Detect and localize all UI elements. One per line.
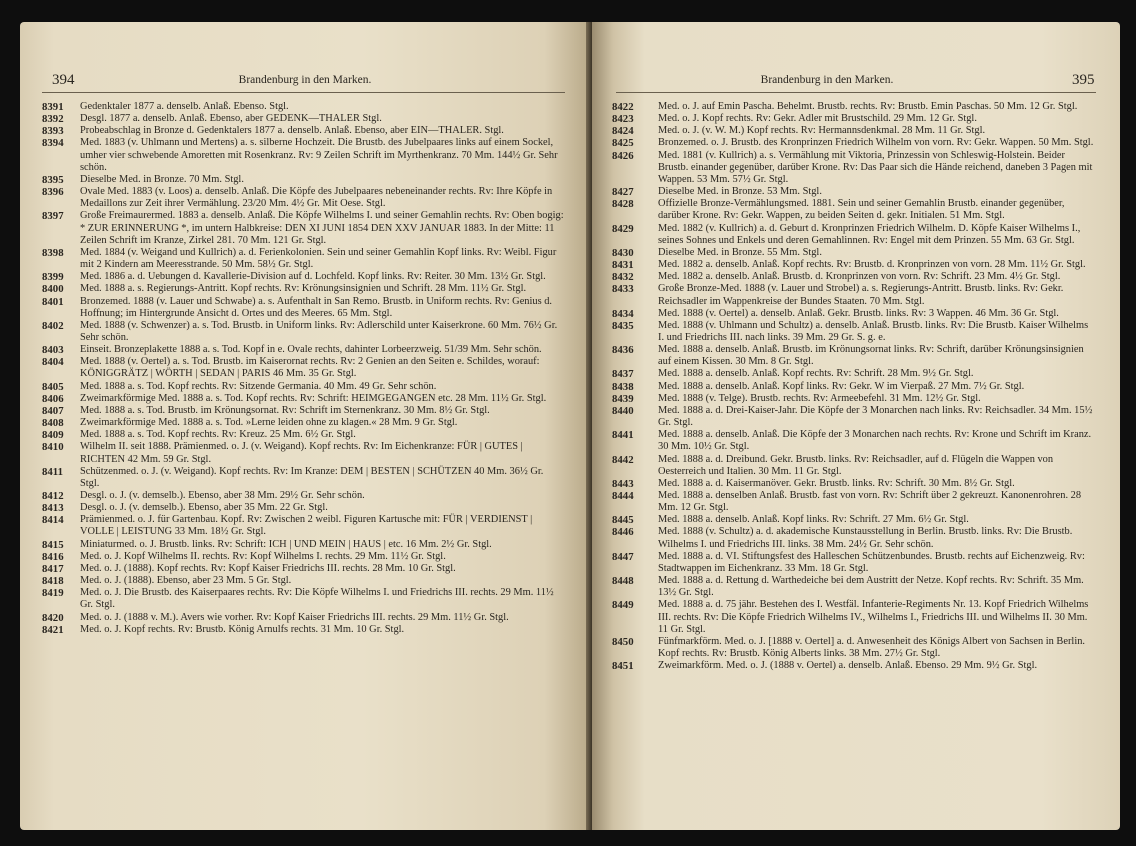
- catalog-entry: [42, 381, 565, 393]
- catalog-entry: [42, 441, 565, 465]
- entry-text: Desgl. 1877 a. denselb. Anlaß. Ebenso, aber GEDENK—THALER Stgl.: [80, 113, 382, 125]
- entry-text: Med. o. J. (1888). Kopf rechts. Rv: Kopf Kaiser Friedrichs III. rechts. 28 Mm. 10 Gr. Stgl.: [80, 562, 456, 574]
- entry-number: 8419: [42, 587, 64, 600]
- catalog-entry: [612, 404, 1096, 429]
- entry-number: 8438: [612, 380, 634, 393]
- catalog-entry: [612, 526, 1096, 550]
- entry-number: 8401: [42, 295, 64, 308]
- entry-number: 8451: [612, 660, 634, 673]
- catalog-entry: [42, 429, 565, 441]
- entry-text: Med. 1884 (v. Weigand und Kullrich) a. d. Ferienkolonien. Sein und seiner Gemahlin Kopf links. Rv: Weibl. Figur mit 2 Kindern am Meeresstrande. 50 Mm. 58½ Gr. Stgl.: [80, 246, 557, 271]
- entry-text: Med. 1888 (v. Schwenzer) a. s. Tod. Brustb. in Uniform links. Rv: Adlerschild unter Kaiserkrone. 60 Mm. 76½ Gr. Sehr schön.: [80, 319, 558, 343]
- catalog-entry: [612, 149, 1096, 186]
- entry-number: 8391: [42, 101, 64, 113]
- entry-number: 8415: [42, 538, 64, 551]
- entry-text: Bronzemed. 1888 (v. Lauer und Schwabe) a. s. Aufenthalt in San Remo. Brustb. in Uniform rechts. Rv: Genius d. Hoffnung; im Hintergrunde Ansicht d. Ortes und des Meeres. 65 Mm. Stgl.: [80, 295, 553, 319]
- entry-text: Med. o. J. (1888). Ebenso, aber 23 Mm. 5 Gr. Stgl.: [80, 575, 292, 587]
- entry-number: 8416: [42, 550, 64, 563]
- catalog-entry: [42, 514, 565, 538]
- entry-number: 8426: [612, 149, 634, 162]
- entry-number: 8449: [612, 599, 634, 612]
- catalog-entry: [612, 271, 1096, 284]
- entry-number: 8443: [612, 477, 634, 490]
- catalog-entry: [612, 137, 1096, 150]
- entry-text: Ovale Med. 1883 (v. Loos) a. denselb. Anlaß. Die Köpfe des Jubelpaares nebeneinander rechts. Rv: Ihre Köpfe in Medaillons zur Zeit ihrer Vermählung. 23/20 Mm. 4½ Gr. Mit Oese. Stgl.: [80, 186, 553, 210]
- entry-number: 8393: [42, 125, 64, 138]
- catalog-entry: [612, 246, 1096, 259]
- entry-number: 8420: [42, 611, 64, 624]
- entry-text: Med. 1888 a. denselb. Anlaß. Kopf links. Rv: Gekr. W im Vierpaß. 27 Mm. 7½ Gr. Stgl.: [658, 380, 1025, 392]
- catalog-entry: [612, 344, 1096, 368]
- entry-text: Med. 1888 a. denselb. Anlaß. Brustb. im Krönungsornat links. Rv: Schrift, darüber Krönungsinsignien auf einem Kissen. 30 Mm. 8 Gr. Stgl.: [658, 344, 1084, 368]
- catalog-entry: [612, 490, 1096, 514]
- page-header: Brandenburg in den Marken.: [238, 74, 372, 86]
- entry-number: 8450: [612, 635, 634, 648]
- right-page: [592, 22, 1120, 830]
- catalog-entry: [612, 453, 1096, 478]
- entry-number: 8396: [42, 186, 64, 199]
- entry-number: 8394: [42, 137, 64, 150]
- entry-text: Med. 1888 a. d. Dreibund. Gekr. Brustb. links. Rv: Reichsadler, auf d. Flügeln die Wappen von Oesterreich und Italien. 30 Mm. 11 Gr. Stgl.: [658, 453, 1054, 477]
- catalog-entry: [42, 539, 565, 551]
- catalog-entry: [612, 368, 1096, 381]
- entry-text: Med. 1882 (v. Kullrich) a. d. Geburt d. Kronprinzen Friedrich Wilhelm. D. Köpfe Kaiser Wilhelms I., seines Sohnes und Enkels und deren Gemahlinnen. Rv: Engel mit dem Prinzen. 55 Mm. 63 Gr. Stgl.: [658, 222, 1081, 246]
- entry-text: Med. o. J. Kopf Wilhelms II. rechts. Rv: Kopf Wilhelms I. rechts. 29 Mm. 11½ Gr. Stgl.: [80, 550, 446, 562]
- entry-text: Med. 1888 a. d. Rettung d. Warthedeiche bei dem Austritt der Netze. Kopf rechts. Rv: Schrift. 35 Mm. 13½ Gr. Stgl.: [658, 575, 1084, 599]
- entry-text: Miniaturmed. o. J. Brustb. links. Rv: Schrift: ICH | UND MEIN | HAUS | etc. 16 Mm. 2½ Gr. Stgl.: [80, 538, 492, 550]
- entry-text: Bronzemed. o. J. Brustb. des Kronprinzen Friedrich Wilhelm von vorn. Rv: Gekr. Wappen. 50 Mm. Stgl.: [658, 137, 1094, 149]
- header-rule: [616, 92, 1096, 93]
- entry-number: 8447: [612, 550, 634, 563]
- entry-text: Med. 1886 a. d. Uebungen d. Kavallerie-Division auf d. Lochfeld. Kopf links. Rv: Reiter. 30 Mm. 13½ Gr. Stgl.: [80, 271, 546, 283]
- catalog-entry: [42, 356, 565, 380]
- entry-number: 8445: [612, 514, 634, 527]
- entry-number: 8411: [42, 465, 63, 478]
- entry-text: Desgl. o. J. (v. demselb.). Ebenso, aber 35 Mm. 22 Gr. Stgl.: [80, 502, 328, 514]
- catalog-entry: [42, 563, 565, 575]
- entry-text: Med. o. J. (1888 v. M.). Avers wie vorher. Rv: Kopf Kaiser Friedrichs III. rechts. 29 Mm. 11½ Gr. Stgl.: [80, 611, 509, 623]
- entry-text: Offizielle Bronze-Vermählungsmed. 1881. Sein und seiner Gemahlin Brustb. einander gegenüber, darüber Krone. Rv: Gekr. Wappen, zu beiden Seiten d. gekr. Initialen. 51 Mm. Stgl.: [658, 198, 1065, 222]
- entry-number: 8439: [612, 392, 634, 405]
- header-rule: [42, 92, 565, 93]
- catalog-entry: [42, 137, 565, 173]
- catalog-entry: [42, 271, 565, 283]
- catalog-entry: [612, 259, 1096, 272]
- catalog-entry: [42, 405, 565, 417]
- entry-list: [42, 101, 565, 636]
- entry-text: Med. 1888 a. denselb. Anlaß. Kopf rechts. Rv: Schrift. 28 Mm. 9½ Gr. Stgl.: [658, 368, 974, 380]
- catalog-entry: [42, 502, 565, 514]
- catalog-entry: [612, 660, 1096, 673]
- entry-number: 8404: [42, 356, 64, 369]
- catalog-entry: [612, 550, 1096, 575]
- entry-number: 8397: [42, 210, 64, 223]
- entry-text: Große Freimaurermed. 1883 a. denselb. Anlaß. Die Köpfe Wilhelms I. und seiner Gemahlin rechts. Rv: Oben bogig: * ZUR ERINNERUNG *, im untern Halbkreise: DEN XI JUNI 1854 DEN XXV JANUAR 1883. In der Mitte: 11 Zeilen Schrift im Kranze, Zirkel 281. 70 Mm. 121 Gr. Stgl.: [80, 210, 564, 246]
- entry-text: Med. o. J. Kopf rechts. Rv: Brustb. König Arnulfs rechts. 31 Mm. 10 Gr. Stgl.: [80, 623, 405, 635]
- entry-text: Med. 1888 (v. Oertel) a. s. Tod. Brustb. im Kaiserornat rechts. Rv: 2 Genien an den Seiten e. Schildes, worauf: KÖNIGGRÄTZ | WÖRTH | SEDAN | PARIS 46 Mm. 35 Gr. Stgl.: [80, 356, 540, 380]
- entry-text: Med. 1888 a. d. 75 jähr. Bestehen des I. Westfäl. Infanterie-Regiments Nr. 13. Kopf Friedrich Wilhelms III. rechts. Rv: Die Köpfe Friedrich Wilhelms IV., Wilhelms I., Friedrichs III. und Wilhelms II. 30 Mm. 11 Gr. Stgl.: [658, 599, 1089, 635]
- entry-number: 8424: [612, 125, 634, 138]
- catalog-entry: [42, 186, 565, 210]
- page-number: 395: [1072, 72, 1095, 88]
- entry-number: 8427: [612, 186, 634, 199]
- entry-text: Med. 1883 (v. Uhlmann und Mertens) a. s. silberne Hochzeit. Die Brustb. des Jubelpaares links auf einem Sockel, umher vier schwebende Amoretten mit Rosenkranz. Rv: 9 Zeilen Schrift im Myrthenkranz. 70 Mm. 144½ Gr. Sehr schön.: [80, 137, 558, 173]
- catalog-entry: [42, 210, 565, 246]
- catalog-entry: [42, 466, 565, 490]
- entry-number: 8408: [42, 417, 64, 430]
- entry-text: Med. 1888 a. s. Tod. Brustb. im Krönungsornat. Rv: Schrift im Sternenkranz. 30 Mm. 8½ Gr. Stgl.: [80, 404, 490, 416]
- entry-text: Dieselbe Med. in Bronze. 55 Mm. Stgl.: [658, 246, 822, 258]
- catalog-entry: [42, 101, 565, 113]
- catalog-entry: [42, 393, 565, 405]
- catalog-entry: [42, 417, 565, 429]
- entry-text: Wilhelm II. seit 1888. Prämienmed. o. J. (v. Weigand). Kopf rechts. Rv: Im Eichenkranze: FÜR | GUTES | RICHTEN 42 Mm. 59 Gr. Stgl.: [80, 441, 523, 465]
- entry-number: 8429: [612, 222, 634, 235]
- entry-number: 8418: [42, 575, 64, 588]
- entry-number: 8433: [612, 283, 634, 296]
- entry-text: Med. 1888 a. denselb. Anlaß. Die Köpfe der 3 Monarchen nach rechts. Rv: Krone und Schrift im Kranz. 30 Mm. 10½ Gr. Stgl.: [658, 429, 1092, 453]
- entry-number: 8414: [42, 514, 64, 527]
- entry-text: Med. 1888 a. s. Tod. Kopf rechts. Rv: Kreuz. 25 Mm. 6½ Gr. Stgl.: [80, 429, 356, 441]
- catalog-entry: [42, 296, 565, 320]
- entry-text: Med. o. J. Die Brustb. des Kaiserpaares rechts. Rv: Die Köpfe Wilhelms I. und Friedrichs III. rechts. 29 Mm. 11½ Gr. Stgl.: [80, 587, 554, 611]
- entry-number: 8423: [612, 113, 634, 126]
- entry-text: Zweimarkförmige Med. 1888 a. s. Tod. Kopf rechts. Rv: Schrift: HEIMGEGANGEN etc. 28 Mm. 11½ Gr. Stgl.: [80, 392, 547, 404]
- catalog-entry: [612, 113, 1096, 126]
- catalog-entry: [42, 113, 565, 125]
- entry-number: 8440: [612, 404, 634, 417]
- entry-text: Schützenmed. o. J. (v. Weigand). Kopf rechts. Rv: Im Kranze: DEM | BESTEN | SCHÜTZEN 40 Mm. 36½ Gr. Stgl.: [80, 465, 544, 489]
- entry-number: 8417: [42, 562, 64, 575]
- entry-text: Einseit. Bronzeplakette 1888 a. s. Tod. Kopf in e. Ovale rechts, dahinter Lorbeerzweig. 51/39 Mm. Sehr schön.: [80, 344, 542, 356]
- catalog-entry: [612, 380, 1096, 393]
- entry-text: Med. 1888 a. denselben Anlaß. Brustb. fast von vorn. Rv: Schrift über 2 gekreuzt. Kanonenrohren. 28 Mm. 12 Gr. Stgl.: [658, 490, 1082, 514]
- entry-text: Zweimarkförm. Med. o. J. (1888 v. Oertel) a. denselb. Anlaß. Ebenso. 29 Mm. 9½ Gr. Stgl.: [658, 660, 1038, 672]
- catalog-entry: [42, 575, 565, 587]
- entry-number: 8434: [612, 307, 634, 320]
- catalog-entry: [612, 125, 1096, 138]
- entry-text: Desgl. o. J. (v. demselb.). Ebenso, aber 38 Mm. 29½ Gr. Sehr schön.: [80, 490, 365, 501]
- entry-number: 8437: [612, 368, 634, 381]
- entry-number: 8406: [42, 392, 64, 405]
- entry-text: Med. 1888 a. denselb. Anlaß. Kopf links. Rv: Schrift. 27 Mm. 6½ Gr. Stgl.: [658, 514, 969, 526]
- catalog-entry: [612, 283, 1096, 307]
- entry-number: 8446: [612, 526, 634, 539]
- catalog-entry: [42, 612, 565, 624]
- entry-text: Med. o. J. (v. W. M.) Kopf rechts. Rv: Hermannsdenkmal. 28 Mm. 11 Gr. Stgl.: [658, 125, 986, 137]
- entry-text: Med. 1888 a. d. Kaisermanöver. Gekr. Brustb. links. Rv: Schrift. 30 Mm. 8½ Gr. Stgl.: [658, 477, 1015, 489]
- catalog-entry: [612, 186, 1096, 199]
- entry-number: 8402: [42, 319, 64, 332]
- entry-number: 8421: [42, 623, 64, 636]
- page-header: Brandenburg in den Marken.: [760, 74, 894, 86]
- entry-number: 8405: [42, 380, 64, 393]
- entry-number: 8442: [612, 453, 634, 466]
- catalog-entry: [612, 319, 1096, 344]
- left-page: [20, 22, 590, 830]
- catalog-entry: [612, 307, 1096, 320]
- entry-number: 8399: [42, 271, 64, 284]
- catalog-entry: [612, 101, 1096, 113]
- entry-text: Med. 1888 (v. Oertel) a. denselb. Anlaß. Gekr. Brustb. links. Rv: 3 Wappen. 46 Mm. 36 Gr. Stgl.: [658, 307, 1059, 319]
- entry-number: 8403: [42, 344, 64, 357]
- catalog-entry: [42, 587, 565, 611]
- catalog-entry: [42, 174, 565, 186]
- catalog-entry: [612, 222, 1096, 247]
- entry-text: Med. 1888 a. s. Tod. Kopf rechts. Rv: Sitzende Germania. 40 Mm. 49 Gr. Sehr schön.: [80, 380, 437, 392]
- entry-number: 8400: [42, 283, 64, 296]
- catalog-entry: [612, 635, 1096, 660]
- entry-number: 8412: [42, 490, 64, 502]
- entry-text: Probeabschlag in Bronze d. Gedenktalers 1877 a. denselb. Anlaß. Ebenso, aber EIN—THALER. Stgl.: [80, 125, 504, 137]
- catalog-entry: [612, 514, 1096, 527]
- entry-number: 8430: [612, 246, 634, 259]
- catalog-entry: [42, 125, 565, 137]
- entry-number: 8422: [612, 101, 634, 113]
- entry-number: 8428: [612, 198, 634, 211]
- entry-text: Dieselbe Med. in Bronze. 53 Mm. Stgl.: [658, 186, 822, 198]
- catalog-entry: [42, 344, 565, 356]
- catalog-entry: [612, 429, 1096, 453]
- catalog-entry: [612, 477, 1096, 490]
- entry-text: Med. o. J. Kopf rechts. Rv: Gekr. Adler mit Brustschild. 29 Mm. 12 Gr. Stgl.: [658, 113, 977, 125]
- entry-number: 8432: [612, 271, 634, 284]
- entry-text: Med. 1888 (v. Schultz) a. d. akademische Kunstausstellung in Berlin. Brustb. links. Rv: Die Brustb. Wilhelms I. und Friedrichs III. links. 38 Mm. 24½ Gr. Sehr schön.: [658, 526, 1073, 550]
- entry-number: 8425: [612, 137, 634, 150]
- entry-number: 8413: [42, 502, 64, 515]
- entry-list: [612, 101, 1096, 673]
- entry-number: 8435: [612, 319, 634, 332]
- catalog-entry: [42, 551, 565, 563]
- entry-text: Med. 1888 a. d. VI. Stiftungsfest des Halleschen Schützenbundes. Brustb. rechts auf Eichenzweig. Rv: Stadtwappen im Eichenkranz. 33 Mm. 18 Gr. Stgl.: [658, 550, 1085, 574]
- catalog-entry: [42, 320, 565, 344]
- catalog-entry: [42, 624, 565, 636]
- catalog-entry: [612, 599, 1096, 635]
- entry-text: Med. 1881 (v. Kullrich) a. s. Vermählung mit Viktoria, Prinzessin von Schleswig-Holstein. Beider Brustb. einander gegenüber, darüber Krone. Rv: Das Paar sich die Hände reichend, daneben 3 Pagen mit Wappen. 53 Mm. 57½ Gr. Stgl.: [658, 149, 1093, 185]
- entry-number: 8409: [42, 429, 64, 442]
- entry-number: 8441: [612, 429, 634, 442]
- entry-number: 8398: [42, 246, 64, 259]
- catalog-entry: [612, 392, 1096, 405]
- entry-number: 8407: [42, 404, 64, 417]
- entry-number: 8431: [612, 259, 634, 272]
- entry-text: Med. 1882 a. denselb. Anlaß. Brustb. d. Kronprinzen von vorn. Rv: Schrift. 23 Mm. 4½ Gr. Stgl.: [658, 271, 1061, 283]
- entry-text: Dieselbe Med. in Bronze. 70 Mm. Stgl.: [80, 173, 244, 185]
- catalog-entry: [42, 283, 565, 295]
- entry-text: Med. o. J. auf Emin Pascha. Behelmt. Brustb. rechts. Rv: Brustb. Emin Paschas. 50 Mm. 12 Gr. Stgl.: [658, 101, 1078, 112]
- entry-number: 8392: [42, 113, 64, 126]
- entry-text: Med. 1888 a. s. Regierungs-Antritt. Kopf rechts. Rv: Krönungsinsignien und Schrift. 28 Mm. 11½ Gr. Stgl.: [80, 283, 527, 295]
- entry-number: 8444: [612, 490, 634, 502]
- catalog-entry: [42, 247, 565, 271]
- page-number: 394: [52, 72, 75, 88]
- entry-text: Zweimarkförmige Med. 1888 a. s. Tod. »Lerne leiden ohne zu klagen.« 28 Mm. 9 Gr. Stgl.: [80, 417, 458, 429]
- entry-text: Med. 1888 (v. Uhlmann und Schultz) a. denselb. Anlaß. Brustb. links. Rv: Die Brustb. Kaiser Wilhelms I. und Friedrichs III. nach links. 39 Mm. 29 Gr. S. g. e.: [658, 319, 1089, 343]
- catalog-entry: [42, 490, 565, 502]
- entry-number: 8448: [612, 575, 634, 588]
- entry-number: 8410: [42, 441, 64, 454]
- entry-text: Prämienmed. o. J. für Gartenbau. Kopf. Rv: Zwischen 2 weibl. Figuren Kartusche mit: FÜR | VERDIENST | VOLLE | LEISTUNG 33 Mm. 18½ Gr. Stgl.: [80, 514, 533, 538]
- entry-number: 8436: [612, 344, 634, 357]
- catalog-entry: [612, 198, 1096, 222]
- entry-text: Med. 1888 a. d. Drei-Kaiser-Jahr. Die Köpfe der 3 Monarchen nach links. Rv: Reichsadler. 34 Mm. 15½ Gr. Stgl.: [658, 404, 1093, 429]
- entry-text: Große Bronze-Med. 1888 (v. Lauer und Strobel) a. s. Regierungs-Antritt. Brustb. links. Rv: Gekr. Reichsadler im Wappenkreise der Bundes Staaten. 70 Mm. Stgl.: [658, 283, 1064, 307]
- entry-text: Fünfmarkförm. Med. o. J. [1888 v. Oertel] a. d. Anwesenheit des Königs Albert von Sachsen in Berlin. Kopf rechts. Rv: Brustb. König Alberts links. 38 Mm. 27½ Gr. Stgl.: [658, 635, 1085, 660]
- catalog-entry: [612, 575, 1096, 599]
- entry-text: Med. 1888 (v. Telge). Brustb. rechts. Rv: Armeebefehl. 31 Mm. 12½ Gr. Stgl.: [658, 392, 981, 404]
- entry-text: Med. 1882 a. denselb. Anlaß. Kopf rechts. Rv: Brustb. d. Kronprinzen von vorn. 28 Mm. 11½ Gr. Stgl.: [658, 259, 1086, 271]
- entry-number: 8395: [42, 173, 64, 186]
- entry-text: Gedenktaler 1877 a. denselb. Anlaß. Ebenso. Stgl.: [80, 101, 289, 112]
